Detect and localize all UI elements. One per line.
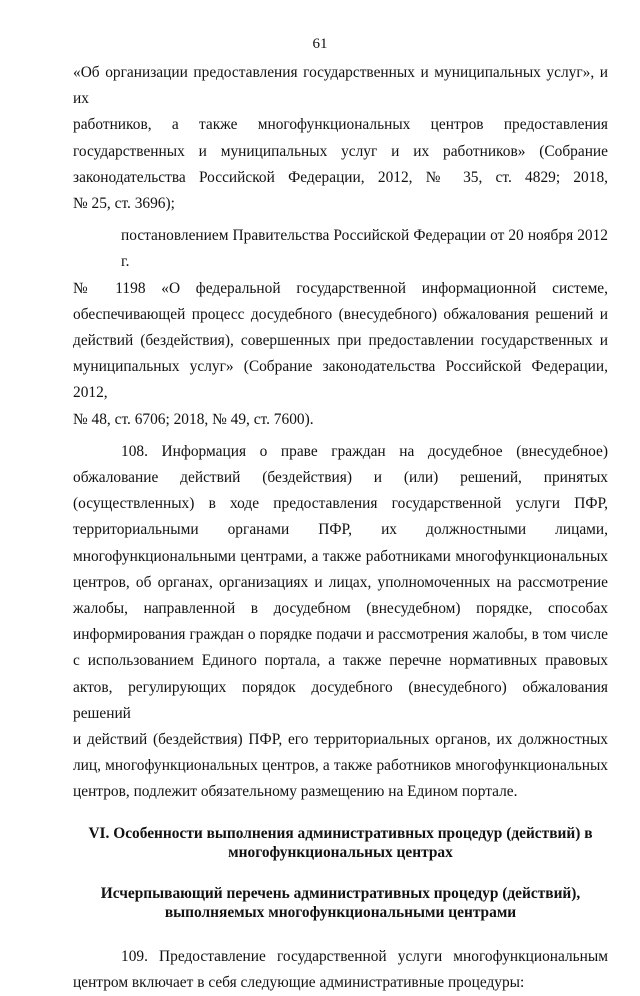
text-line: лиц, многофункциональных центров, а также работников многофункциональных <box>73 757 608 775</box>
text-line: № 25, ст. 3696); <box>73 195 175 213</box>
text-line: государственных и муниципальных услуг и их работников» (Собрание <box>73 142 608 160</box>
text-line: «Об организации предоставления государственных и муниципальных услуг», и их <box>73 64 608 108</box>
paragraph-postanovlenie <box>73 223 608 433</box>
document-body <box>73 60 608 996</box>
subsection-heading <box>73 884 608 922</box>
text-line: с использованием Единого портала, а также перечне нормативных правовых <box>73 652 608 670</box>
heading-line: многофункциональных центрах <box>228 843 453 861</box>
text-line: жалобы, направленной в досудебном (внесудебном) порядке, способах <box>73 600 608 618</box>
text-line: (осуществленных) в ходе предоставления государственной услуги ПФР, <box>73 495 608 513</box>
heading-line: Исчерпывающий перечень административных процедур (действий), <box>100 884 581 902</box>
paragraph-109 <box>73 944 608 996</box>
text-line: 108. Информация о праве граждан на досудебное (внесудебное) <box>121 442 608 460</box>
page-number: 61 <box>312 36 328 52</box>
text-line: и действий (бездействия) ПФР, его территориальных органов, их должностных <box>73 731 608 749</box>
text-line: центров, об органах, организациях и лицах, уполномоченных на рассмотрение <box>73 573 608 591</box>
heading-line: выполняемых многофункциональными центрами <box>164 903 517 921</box>
text-line: работников, а также многофункциональных центров предоставления <box>73 116 608 134</box>
paragraph-108 <box>73 439 608 806</box>
text-line: действий (бездействия), совершенных при предоставлении государственных и <box>73 332 608 350</box>
text-line: законодательства Российской Федерации, 2012, № 35, ст. 4829; 2018, <box>73 168 608 186</box>
section-heading <box>73 824 608 862</box>
text-line: обеспечивающей процесс досудебного (внесудебного) обжалования решений и <box>73 305 608 323</box>
text-line: 109. Предоставление государственной услуги многофункциональным <box>121 947 608 965</box>
text-line: центров, подлежит обязательному размещению на Едином портале. <box>73 783 518 801</box>
text-line: многофункциональными центрами, а также работниками многофункциональных <box>73 547 608 565</box>
heading-line: VI. Особенности выполнения административных процедур (действий) в <box>88 824 593 842</box>
text-line: № 48, ст. 6706; 2018, № 49, ст. 7600). <box>73 410 314 428</box>
text-line: актов, регулирующих порядок досудебного (внесудебного) обжалования решений <box>73 678 608 722</box>
text-line: муниципальных услуг» (Собрание законодательства Российской Федерации, 2012, <box>73 358 608 402</box>
paragraph-continuation <box>73 60 608 217</box>
text-line: центром включает в себя следующие административные процедуры: <box>73 973 525 991</box>
text-line: территориальными органами ПФР, их должностными лицами, <box>73 521 608 539</box>
text-line: постановлением Правительства Российской Федерации от 20 ноября 2012 г. <box>121 227 608 271</box>
text-line: информирования граждан о порядке подачи и рассмотрения жалобы, в том числе <box>73 626 608 644</box>
text-line: № 1198 «О федеральной государственной информационной системе, <box>73 279 608 297</box>
text-line: обжалование действий (бездействия) и (или) решений, принятых <box>73 469 608 487</box>
